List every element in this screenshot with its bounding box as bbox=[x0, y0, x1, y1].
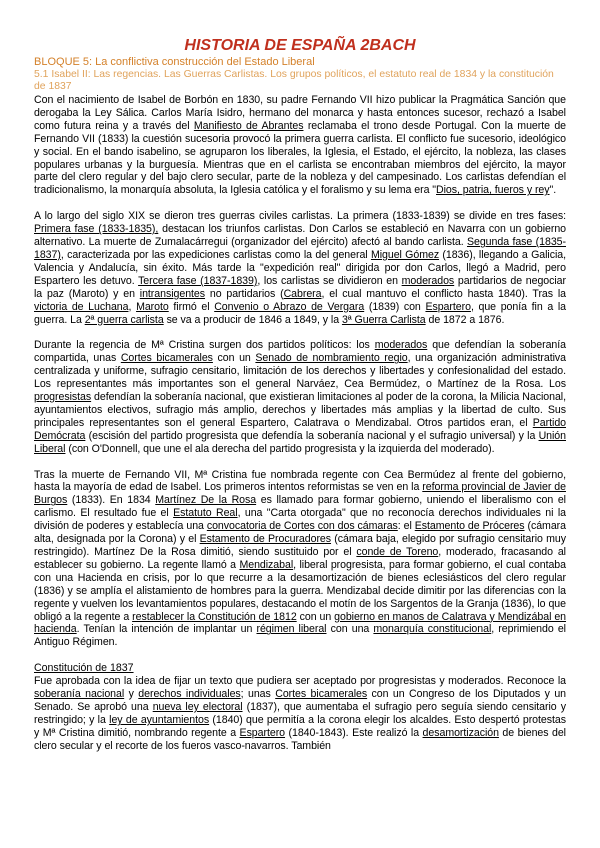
underlined-term: Manifiesto de Abrantes bbox=[193, 119, 304, 132]
underlined-term: 2ª guerra carlista bbox=[84, 313, 164, 326]
underlined-term: reforma provincial de Javier de Burgos bbox=[34, 481, 566, 507]
underlined-term: conde de Toreno bbox=[356, 546, 439, 558]
underlined-term: Cabrera bbox=[283, 287, 322, 300]
paragraph-gap bbox=[34, 197, 566, 210]
text-run: , liberal progresista, para formar gobierno, el cual contaba con una Hacienda en crisis, por lo que recurre a la desamortización de bienes eclesiásticos del clero regular (1836) y se amplía el alistamiento de hombres para la guerra. Mendizabal decide dimitir por las diferencias con la regente y vuelven los levantamientos populares, destacando el motín de los Sargentos de la Granja (1836), lo que obligó a la regente a bbox=[34, 558, 566, 623]
text-run: firmó el bbox=[168, 300, 215, 313]
text-run: , caracterizada por las expediciones carlistas como la del general bbox=[60, 248, 371, 261]
text-run: (1836), llegando a Galicia, Valencia y Andalucía, sin éxito. Más tarde la "expedición real" dirigida por don Carlos, llegó a Madrid, pero Espartero les detuvo. bbox=[34, 248, 566, 287]
text-run: , el cual mantuvo el conflicto hasta 1840). Tras la bbox=[321, 287, 566, 300]
text-run: con un bbox=[212, 352, 256, 365]
underlined-term: Espartero bbox=[425, 300, 471, 313]
text-run: A lo largo del siglo XIX se dieron tres guerras civiles carlistas. La primera (1833-1839) se divide en tres fases: bbox=[34, 210, 566, 223]
text-run: ; unas bbox=[240, 688, 276, 701]
underlined-term: Mendizabal bbox=[239, 558, 294, 571]
text-run: con un bbox=[296, 610, 335, 623]
paragraph-succession bbox=[34, 94, 566, 197]
text-run: , una organización administrativa centralizada y uniforme, sufragio censitario, limitación de los derechos y libertades y confesionalidad del estado. Los representantes más importantes son el general Narváez, Cea Bermúdez, o Martínez de la Rosa. Los bbox=[34, 352, 567, 391]
text-run: , una "Carta otorgada" que no reconocía derechos individuales ni la división de poderes y establecía una bbox=[34, 507, 566, 533]
text-run: (cámara alta, designada por la Corona) y el bbox=[34, 520, 566, 546]
underlined-term: Estamento de Procuradores bbox=[199, 533, 332, 546]
text-run: con una bbox=[326, 623, 374, 636]
text-run: defendían la soberanía nacional, que existieran limitaciones al poder de la corona, la Milicia Nacional, ayuntamientos electivos, sufragio más amplio, derechos y libertades más amplias y la libertad de culto. Sus principales representantes son el general Espartero, Calatrava o Mendizabal. Otros partidos eran, el bbox=[34, 391, 566, 429]
underlined-term: moderados bbox=[401, 274, 455, 287]
underlined-term: 3ª Guerra Carlista bbox=[341, 313, 426, 326]
underlined-term: convocatoria de Cortes con dos cámaras bbox=[206, 520, 398, 533]
text-run: (1840-1843). Este realizó la bbox=[285, 726, 423, 739]
paragraph-regency bbox=[34, 469, 566, 650]
underlined-term: restablecer la Constitución de 1812 bbox=[132, 610, 297, 623]
text-run: , que ponía fin a la guerra. La bbox=[34, 300, 566, 326]
underlined-term: soberanía nacional bbox=[34, 688, 125, 701]
underlined-term: gobierno en manos de Calatrava y Mendizábal en hacienda bbox=[34, 610, 567, 636]
underlined-term: Espartero bbox=[239, 726, 286, 739]
underlined-term: monarquía constitucional bbox=[373, 623, 492, 636]
text-run: es llamado para formar gobierno, uniendo el liberalismo con el carlismo. El resultado fue el bbox=[34, 494, 566, 520]
text-run: que defendían la soberanía compartida, unas bbox=[34, 339, 566, 365]
text-run: Durante la regencia de Mª Cristina surgen dos partidos políticos: los bbox=[34, 339, 375, 352]
underlined-term: Partido Demócrata bbox=[34, 416, 566, 442]
text-run: de bienes del clero secular y el recorte de los fueros vasco-navarros. También bbox=[34, 726, 566, 752]
underlined-term: régimen liberal bbox=[256, 623, 327, 636]
underlined-term: Dios, patria, fueros y rey bbox=[436, 184, 550, 197]
underlined-term: victoria de Luchana bbox=[34, 300, 129, 313]
text-run: (1840) que permitía a la corona elegir los alcaldes. Esto despertó protestas y Mª Cristina dimitió, nombrando regente a bbox=[34, 713, 566, 739]
section-subtitle: 5.1 Isabel II: Las regencias. Las Guerras Carlistas. Los grupos políticos, el estatuto real de 1834 y la constitución de 1837 bbox=[34, 69, 554, 92]
text-run: destacan los triunfos carlistas. Don Carlos se estableció en Navarra con un gobierno alternativo. La muerte de Zumalacárregui (organizador del ejército) afectó al bando carlista. bbox=[34, 223, 566, 249]
text-run: , moderado, fracasando al establecer su gobierno. La regente llamó a bbox=[34, 546, 566, 571]
underlined-term: ley de ayuntamientos bbox=[109, 713, 210, 726]
text-run: ". bbox=[549, 184, 557, 197]
underlined-term: Segunda fase (1835-1837) bbox=[34, 236, 566, 261]
paragraph-gap bbox=[34, 456, 566, 469]
text-run: se va a producir de 1846 a 1849, y la bbox=[163, 313, 342, 326]
underlined-term: Senado de nombramiento regio bbox=[255, 352, 408, 365]
text-run: (cámara baja, elegido por sufragio censitario muy restringido). Martínez De la Rosa dimitió, siendo sustituido por el bbox=[34, 533, 567, 558]
underlined-term: intransigentes bbox=[139, 287, 206, 300]
text-run: (1837), que aumentaba el sufragio pero seguía siendo censitario y restringido; y la bbox=[34, 701, 566, 726]
underlined-term: Miguel Gómez bbox=[370, 248, 440, 261]
underlined-term: nueva ley electoral bbox=[152, 701, 243, 714]
underlined-term: desamortización bbox=[422, 726, 499, 739]
underlined-term: Martínez De la Rosa bbox=[155, 494, 257, 507]
text-run: (escisión del partido progresista que defendía la soberanía nacional y el sufragio universal) y la bbox=[85, 429, 539, 442]
text-run: (1833). En 1834 bbox=[67, 494, 156, 507]
document-page bbox=[34, 36, 566, 753]
text-run: . Tenían la intención de implantar un bbox=[76, 623, 257, 636]
paragraph-gap bbox=[34, 649, 566, 662]
underlined-term: Convenio o Abrazo de Vergara bbox=[214, 300, 365, 313]
underlined-term: progresistas bbox=[34, 391, 92, 404]
text-run: de 1872 a 1876. bbox=[425, 313, 505, 326]
text-run: con un Congreso de los Diputados y un Senado. Se aprobó una bbox=[34, 688, 567, 714]
underlined-term: moderados bbox=[374, 339, 428, 352]
text-run: , reprimiendo el Antiguo Régimen. bbox=[34, 623, 566, 649]
underlined-term: Maroto bbox=[136, 300, 169, 313]
text-run: (1839) con bbox=[364, 300, 426, 313]
text-run: , los carlistas se dividieron en bbox=[257, 274, 402, 287]
underlined-term: Cortes bicamerales bbox=[120, 352, 213, 365]
block-heading: BLOQUE 5: La conflictiva construcción del Estado Liberal bbox=[34, 56, 315, 68]
text-run: no partidarios ( bbox=[205, 287, 284, 300]
text-run: Fue aprobada con la idea de fijar un texto que pudiera ser aceptado por progresistas y moderados. Reconoce la bbox=[34, 675, 566, 688]
text-run: Con el nacimiento de Isabel de Borbón en 1830, su padre Fernando VII hizo publicar la Pragmática Sanción que derogaba la Ley Sálica. Carlos María Isidro, hermano del monarca y hasta entonces sucesor, rechazó a Isabel como futura reina y a través del bbox=[34, 94, 566, 132]
paragraph-political-parties bbox=[34, 339, 566, 455]
underlined-term: Estamento de Próceres bbox=[414, 520, 525, 533]
text-run: Tras la muerte de Fernando VII, Mª Cristina fue nombrada regente con Cea Bermúdez al frente del gobierno, hasta la mayoría de edad de Isabel. Los primeros intentos reformistas se ven en la bbox=[34, 468, 566, 494]
text-run: y bbox=[124, 688, 139, 701]
paragraph-carlist-wars bbox=[34, 210, 566, 326]
text-run: , bbox=[128, 300, 137, 313]
text-run: (con O'Donnell, que une el ala derecha del partido progresista y la izquierda del moderado). bbox=[65, 442, 495, 455]
underlined-term: Tercera fase (1837-1839) bbox=[138, 274, 258, 287]
underlined-term: Unión Liberal bbox=[34, 429, 566, 455]
paragraph-constitution-1837 bbox=[34, 675, 566, 752]
text-run: reclamaba el trono desde Portugal. Con la muerte de Fernando VII (1833) la cuestión sucesoria provocó la primera guerra carlista. El conflicto fue sucesorio, ideológico y social. En el bando isabelino, se agruparon los liberales, la Iglesia, el Estado, el ejército, la nobleza, las clases populares urbanas y la burguesía. Mientras que en el carlista se encontraban miembros del ejército, la mayor parte del clero regular y del bajo clero secular, parte de la nobleza y del campesinado. Los carlistas defendían el tradicionalismo, la monarquía absoluta, la Iglesia católica y el foralismo y su lema era " bbox=[34, 119, 567, 197]
underlined-term: Estatuto Real bbox=[173, 507, 238, 520]
text-run: : el bbox=[397, 520, 415, 533]
document-title: HISTORIA DE ESPAÑA 2BACH bbox=[184, 37, 416, 54]
text-run: partidarios de negociar la paz (Maroto) y en bbox=[34, 274, 566, 300]
underlined-term: Primera fase (1833-1835), bbox=[34, 223, 159, 236]
underlined-term: Cortes bicamerales bbox=[275, 688, 368, 701]
underlined-term: derechos individuales bbox=[138, 688, 241, 701]
paragraph-gap bbox=[34, 326, 566, 339]
constitution-heading: Constitución de 1837 bbox=[34, 662, 134, 675]
